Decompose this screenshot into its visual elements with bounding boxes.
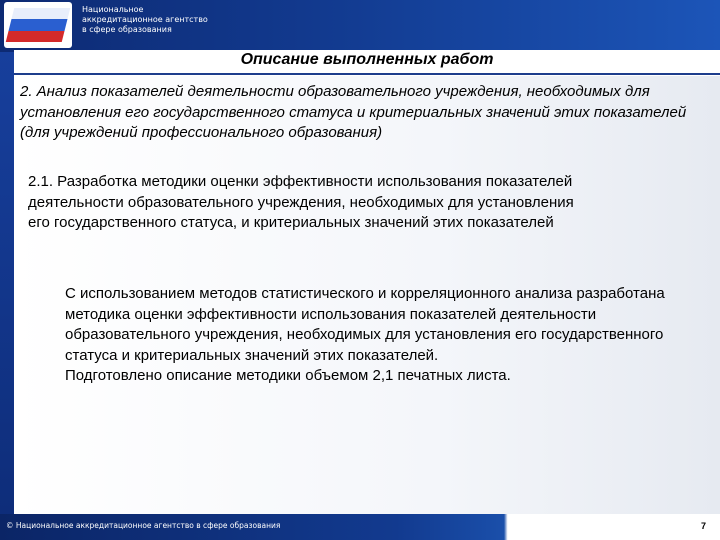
flag-icon: [6, 8, 70, 42]
slide-title: Описание выполненных работ: [240, 51, 494, 68]
subsection-text: 2.1. Разработка методики оценки эффективности использования показателей деятельности образовательного учреждения, необходимых для установления его государственного статуса, и критериальных значений этих показателей: [28, 173, 574, 231]
body-paragraph-2: Подготовлено описание методики объемом 2,1 печатных листа.: [65, 367, 511, 384]
agency-name-line-2: аккредитационное агентство: [82, 15, 208, 24]
agency-name-line-1: Национальное: [82, 5, 144, 14]
agency-name: [82, 5, 208, 35]
section-heading: 2. Анализ показателей деятельности образовательного учреждения, необходимых для установления его государственного статуса и критериальных значений этих показателей (для учреждений профессионального образования): [20, 83, 687, 141]
agency-logo: [4, 2, 72, 48]
footer-band: [0, 514, 720, 540]
page-number: 7: [700, 521, 706, 531]
title-bar: [14, 50, 720, 70]
left-accent-strip: [0, 52, 14, 514]
body-text: [65, 284, 705, 387]
agency-name-line-3: в сфере образования: [82, 25, 172, 34]
header-band: [0, 0, 720, 52]
footer-copyright: © Национальное аккредитационное агентство в сфере образования: [6, 521, 281, 530]
body-paragraph-1: С использованием методов статистического и корреляционного анализа разработана методика оценки эффективности использования показателей деятельности образовательного учреждения, необходимых для установления его государственного статуса и критериальных значений этих показателей.: [65, 285, 665, 364]
title-divider: [14, 73, 720, 75]
content-panel: [14, 76, 720, 514]
